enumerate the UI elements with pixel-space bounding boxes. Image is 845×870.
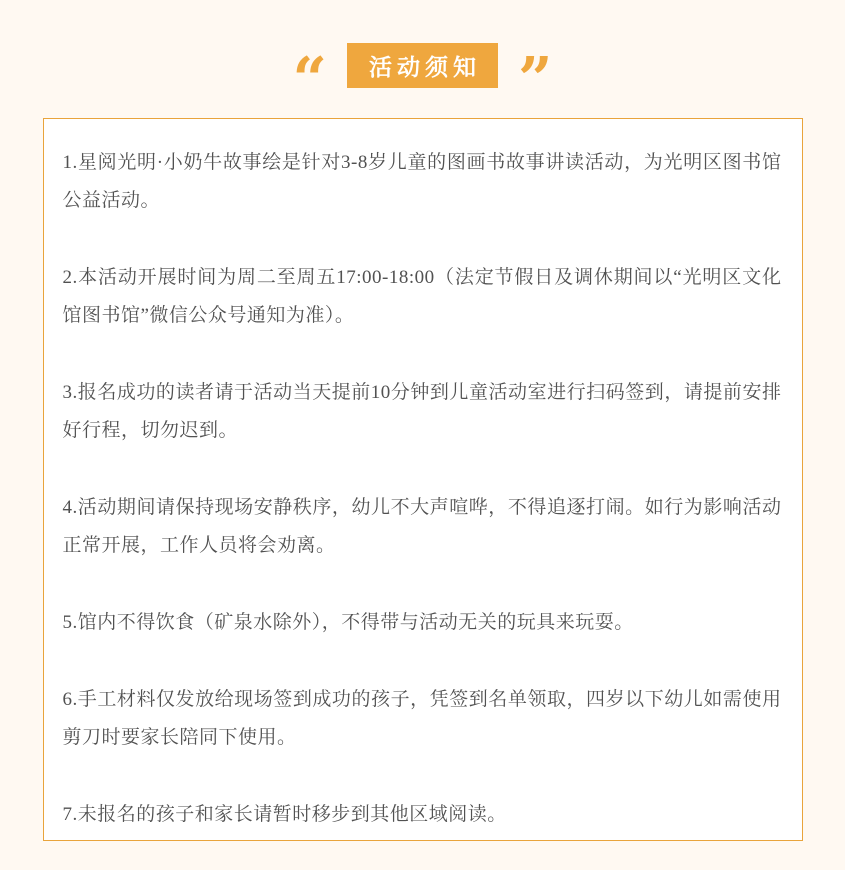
notice-item: 3.报名成功的读者请于活动当天提前10分钟到儿童活动室进行扫码签到，请提前安排好行程，切勿迟到。 <box>62 382 782 441</box>
notice-item: 6.手工材料仅发放给现场签到成功的孩子，凭签到名单领取，四岁以下幼儿如需使用剪刀时要家长陪同下使用。 <box>62 689 782 748</box>
notice-item: 5.馆内不得饮食（矿泉水除外），不得带与活动无关的玩具来玩耍。 <box>62 612 634 633</box>
section-title-badge: 活动须知 <box>347 43 498 88</box>
notice-item: 7.未报名的孩子和家长请暂时移步到其他区域阅读。 <box>62 804 507 825</box>
notice-item: 1.星阅光明·小奶牛故事绘是针对3-8岁儿童的图画书故事讲读活动，为光明区图书馆公益活动。 <box>62 152 782 211</box>
notice-box <box>43 118 803 841</box>
close-quote-icon: ” <box>518 45 553 115</box>
section-header <box>0 43 845 115</box>
notice-item: 4.活动期间请保持现场安静秩序，幼儿不大声喧哗，不得追逐打闹。如行为影响活动正常开展，工作人员将会劝离。 <box>62 497 782 556</box>
open-quote-icon: “ <box>292 45 327 115</box>
notice-item: 2.本活动开展时间为周二至周五17:00-18:00（法定节假日及调休期间以“光明区文化馆图书馆”微信公众号通知为准）。 <box>62 267 782 326</box>
